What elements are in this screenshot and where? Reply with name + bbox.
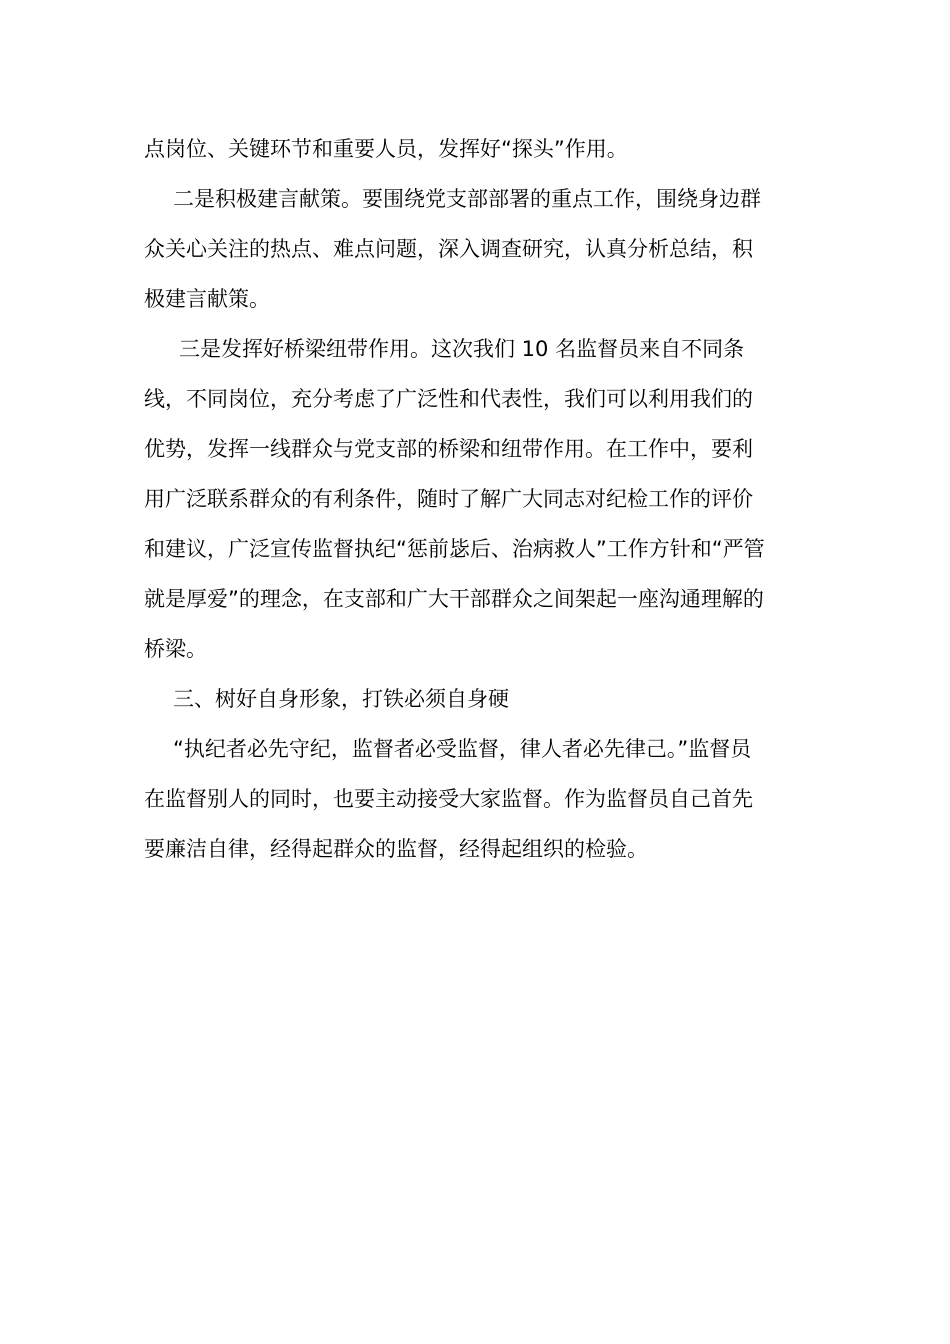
text-line: 桥梁。 — [144, 637, 207, 661]
text-line: 和建议，广泛宣传监督执纪“惩前毖后、治病救人”工作方针和“严管 — [144, 537, 765, 561]
text-line: 三是发挥好桥梁纽带作用。这次我们 10 名监督员来自不同条 — [179, 337, 745, 361]
text-line: 要廉洁自律，经得起群众的监督，经得起组织的检验。 — [144, 837, 648, 861]
text-line: 极建言献策。 — [144, 287, 270, 311]
body-text — [144, 124, 810, 874]
text-line: 线，不同岗位，充分考虑了广泛性和代表性，我们可以利用我们的 — [144, 387, 753, 411]
text-line: 二是积极建言献策。要围绕党支部部署的重点工作，围绕身边群 — [173, 187, 761, 211]
text-line: 用广泛联系群众的有利条件，随时了解广大同志对纪检工作的评价 — [144, 487, 753, 511]
text-line: 点岗位、关键环节和重要人员，发挥好“探头”作用。 — [144, 137, 628, 161]
section-heading: 三、树好自身形象，打铁必须自身硬 — [173, 687, 509, 711]
text-line: “执纪者必先守纪，监督者必受监督，律人者必先律己。”监督员 — [173, 737, 752, 761]
text-line: 在监督别人的同时，也要主动接受大家监督。作为监督员自己首先 — [144, 787, 753, 811]
text-line: 优势，发挥一线群众与党支部的桥梁和纽带作用。在工作中，要利 — [144, 437, 753, 461]
text-line: 众关心关注的热点、难点问题，深入调查研究，认真分析总结，积 — [144, 237, 753, 261]
text-line: 就是厚爱”的理念，在支部和广大干部群众之间架起一座沟通理解的 — [144, 587, 764, 611]
